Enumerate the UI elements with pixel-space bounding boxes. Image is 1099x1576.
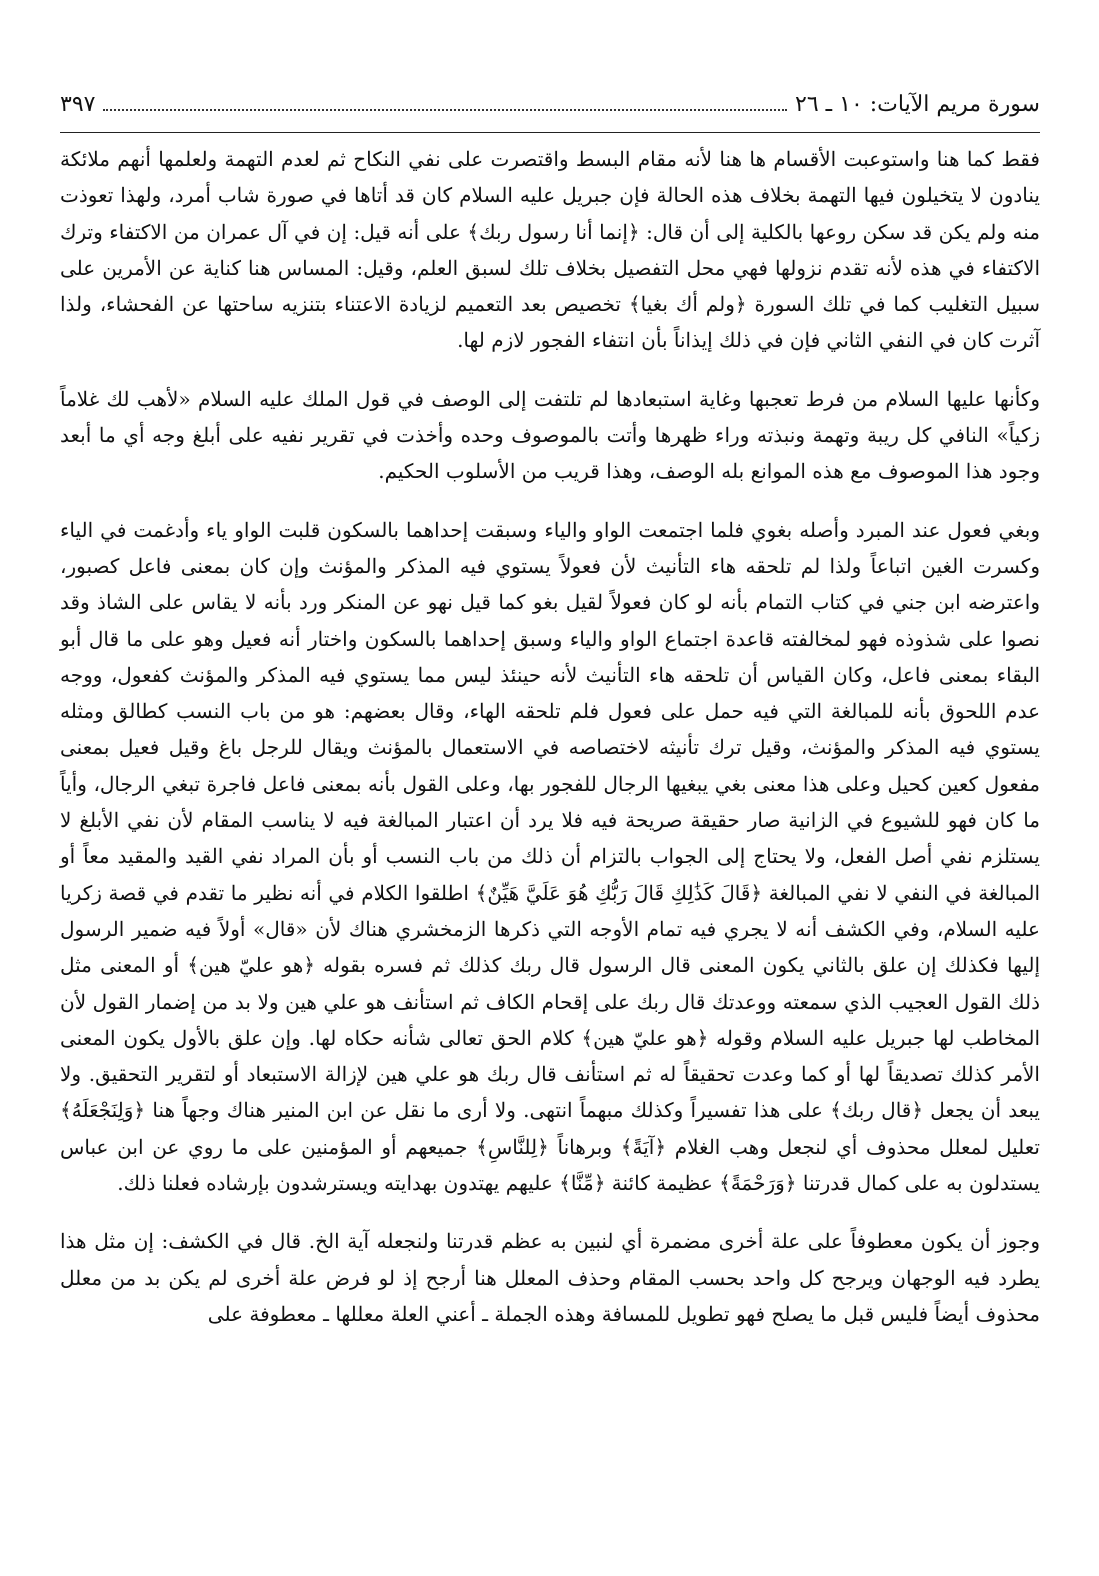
surah-title: سورة مريم الآيات: ١٠ ـ ٢٦ [795, 92, 1040, 117]
page-number: ٣٩٧ [60, 92, 96, 117]
header-dotted-leader [103, 109, 787, 111]
paragraph: وبغي فعول عند المبرد وأصله بغوي فلما اجتمعت الواو والياء وسبقت إحداهما بالسكون قلبت الواو ياء وأدغمت في الياء وكسرت الغين اتباعاً ولذا لم تلحقه هاء التأنيث لأن فعولاً يستوي فيه المذكر والمؤنث وإن كان بمعنى فاعل كصبور، واعترضه ابن جني في كتاب التمام بأنه لو كان فعولاً لقيل بغو كما قيل نهو عن المنكر ورد بأنه لا يقاس على الشاذ وقد نصوا على شذوذه فهو لمخالفته قاعدة اجتماع الواو والياء وسبق إحداهما بالسكون واختار أنه فعيل وهو على ما قال أبو البقاء بمعنى فاعل، وكان القياس أن تلحقه هاء التأنيث لأنه حينئذ ليس مما يستوي فيه المذكر والمؤنث كفعول، ووجه عدم اللحوق بأنه للمبالغة التي فيه حمل على فعول فلم تلحقه الهاء، وقال بعضهم: هو من باب النسب كطالق ومثله يستوي فيه المذكر والمؤنث، وقيل ترك تأنيثه لاختصاصه في الاستعمال بالمؤنث ويقال للرجل باغ وقيل فعيل بمعنى مفعول كعين كحيل وعلى هذا معنى بغي يبغيها الرجال للفجور بها، وعلى القول بأنه بمعنى فاعل فاجرة تبغي الرجال، وأياً ما كان فهو للشيوع في الزانية صار حقيقة صريحة فيه فلا يرد أن اعتبار المبالغة فيه لا يناسب المقام لأن نفي الأبلغ لا يستلزم نفي أصل الفعل، ولا يحتاج إلى الجواب بالتزام أن ذلك من باب النسب أو بأن المراد نفي القيد والمقيد معاً أو المبالغة في النفي لا نفي المبالغة ﴿قَالَ كَذَٰلِكِ قَالَ رَبُّكِ هُوَ عَلَيَّ هَيِّنٌ﴾ اطلقوا الكلام في أنه نظير ما تقدم في قصة زكريا عليه السلام، وفي الكشف أنه لا يجري فيه تمام الأوجه التي ذكرها الزمخشري هناك لأن «قال» أولاً فيه ضمير الرسول إليها فكذلك إن علق بالثاني يكون المعنى قال الرسول قال ربك كذلك ثم فسره بقوله ﴿هو عليّ هين﴾ أو المعنى مثل ذلك القول العجيب الذي سمعته ووعدتك قال ربك على إقحام الكاف ثم استأنف هو علي هين ولا بد من إضمار القول لأن المخاطب لها جبريل عليه السلام وقوله ﴿هو عليّ هين﴾ كلام الحق تعالى شأنه حكاه لها. وإن علق بالأول يكون المعنى الأمر كذلك تصديقاً لها أو كما وعدت تحقيقاً له ثم استأنف قال ربك هو علي هين لإزالة الاستبعاد أو لتقرير التحقيق. ولا يبعد أن يجعل ﴿قال ربك﴾ على هذا تفسيراً وكذلك مبهماً انتهى. ولا أرى ما نقل عن ابن المنير هناك وجهاً هنا ﴿وَلِنَجْعَلَهُ﴾ تعليل لمعلل محذوف أي لنجعل وهب الغلام ﴿آيَةً﴾ وبرهاناً ﴿لِلنَّاسِ﴾ جميعهم أو المؤمنين على ما روي عن ابن عباس يستدلون به على كمال قدرتنا ﴿وَرَحْمَةً﴾ عظيمة كائنة ﴿مِّنَّا﴾ عليهم يهتدون بهدايته ويسترشدون بإرشاده فعلنا ذلك. [60, 517, 1041, 1196]
paragraph: فقط كما هنا واستوعبت الأقسام ها هنا لأنه مقام البسط واقتصرت على نفي النكاح ثم لعدم التهمة ولعلمها أنهم ملائكة ينادون لا يتخيلون فيها التهمة بخلاف هذه الحالة فإن جبريل عليه السلام كان قد أتاها في صورة شاب أمرد، ولهذا تعوذت منه ولم يكن قد سكن روعها بالكلية إلى أن قال: ﴿إنما أنا رسول ربك﴾ على أنه قيل: إن في آل عمران من الاكتفاء وترك الاكتفاء في هذه لأنه تقدم نزولها فهي محل التفصيل بخلاف تلك لسبق العلم، وقيل: المساس هنا كناية عن الأمرين على سبيل التغليب كما في تلك السورة ﴿ولم أك بغيا﴾ تخصيص بعد التعميم لزيادة الاعتناء بتنزيه ساحتها عن الفحشاء، ولذا آثرت كان في النفي الثاني فإن في ذلك إيذاناً بأن انتفاء الفجور لازم لها. [60, 147, 1041, 353]
page-body [60, 141, 1040, 1332]
page-header [60, 70, 1040, 133]
document-page [60, 70, 1040, 1560]
paragraph: وكأنها عليها السلام من فرط تعجبها وغاية استبعادها لم تلتفت إلى الوصف في قول الملك عليه السلام «لأهب لك غلاماً زكياً» النافي كل ريبة وتهمة ونبذته وراء ظهرها وأتت بالموصوف وحده وأخذت في تقرير نفيه على أبلغ وجه أي ما أبعد وجود هذا الموصوف مع هذه الموانع بله الوصف، وهذا قريب من الأسلوب الحكيم. [60, 386, 1040, 484]
paragraph: وجوز أن يكون معطوفاً على علة أخرى مضمرة أي لنبين به عظم قدرتنا ولنجعله آية الخ. قال في الكشف: إن مثل هذا يطرد فيه الوجهان ويرجح كل واحد بحسب المقام وحذف المعلل هنا أرجح إذ لو فرض علة أخرى لم يكن بد من معلل محذوف أيضاً فليس قبل ما يصلح فهو تطويل للمسافة وهذه الجملة ـ أعني العلة معللها ـ معطوفة على [60, 1229, 1040, 1326]
